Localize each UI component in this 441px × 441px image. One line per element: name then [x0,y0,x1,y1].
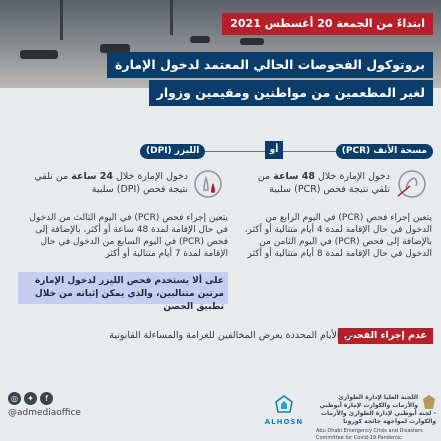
emblem-icon [422,394,436,410]
page-title-line-1: بروتوكول الفحوصات الحالي المعتمد لدخول الإمارة [107,52,433,78]
pcr-option-label: مسحة الأنف (PCR) [336,144,433,159]
dpi-note: على ألا يستخدم فحص الليزر لدخول الإمارة مرتين متتاليين، والذي يمكن إثباته من خلال تطبيق الحصن [18,272,228,304]
alhosn-name: ALHOSN [264,418,304,426]
penalty-badge: عدم إجراء الفحص [338,328,433,344]
dpi-option-label: الليزر (DPI) [140,144,205,159]
or-separator: أو [265,141,283,159]
social-handle[interactable]: @admediaoffice [8,408,81,418]
committee-name-en: Abu Dhabi Emergency Crisis and Disasters Committee for Covid-19 Pandemic [316,428,423,441]
nasal-swab-icon [394,168,430,200]
alhosn-icon [272,394,296,414]
social-icons [8,392,81,405]
car-shape [240,38,264,45]
alhosn-logo [264,394,304,426]
pcr-lead-before: دخول الإمارة خلال [314,171,390,182]
dpi-lead-after: من تلقي نتيجة فحص (DPI) سلبية [34,171,188,195]
pcr-lead-after: من تلقي نتيجة فحص (PCR) سلبية [257,171,390,195]
footer [0,392,441,441]
blood-drop-icon [190,168,226,200]
social-block [8,392,81,418]
dpi-lead-text [28,170,188,196]
street-lamp [170,0,173,35]
committee-name-ar: اللجنة العليا لإدارة الطوارئ والأزمات والكوارث لإمارة أبوظبي - لجنة أبوظبي لإدارة الطوارئ والأزمات والكوارث لمواجهة جائحة كورونا [319,394,436,425]
penalty-text: في الأيام المحددة يعرض المخالفين للغرامة والمساءلة القانونية [109,330,355,341]
car-shape [20,50,58,59]
pcr-lead-text [250,170,390,196]
committee-logo [316,394,436,441]
dpi-details: يتعين إجراء فحص (PCR) في اليوم الثالث من الدخول في حال الإقامة لمدة 48 ساعة أو أكثر، بالإضافة إلى فحص (PCR) في اليوم السابع من الدخول في حال الإقامة لمدة 7 أيام متتالية أو أكثر [29,213,228,259]
dpi-lead-bold: 24 ساعة [71,171,113,182]
date-badge: ابتداءً من الجمعة 20 أغسطس 2021 [222,13,433,35]
facebook-icon[interactable]: f [40,392,53,405]
car-shape [190,36,210,43]
instagram-icon[interactable]: ◎ [8,392,21,405]
pcr-lead-bold: 48 ساعة [273,171,315,182]
dpi-lead-before: دخول الإمارة خلال [112,171,188,182]
twitter-icon[interactable]: ✦ [24,392,37,405]
pcr-details: يتعين إجراء فحص (PCR) في اليوم الرابع من الدخول في حال الإقامة لمدة 4 أيام متتالية أو أكثر، بالإضافة إلى فحص (PCR) في اليوم الثامن من الدخول في حال الإقامة لمدة 8 أيام متتالية أو أكثر [244,213,432,259]
street-lamp [60,0,63,40]
page-title-line-2: لغير المطعمين من مواطنين ومقيمين وزوار [149,80,433,106]
